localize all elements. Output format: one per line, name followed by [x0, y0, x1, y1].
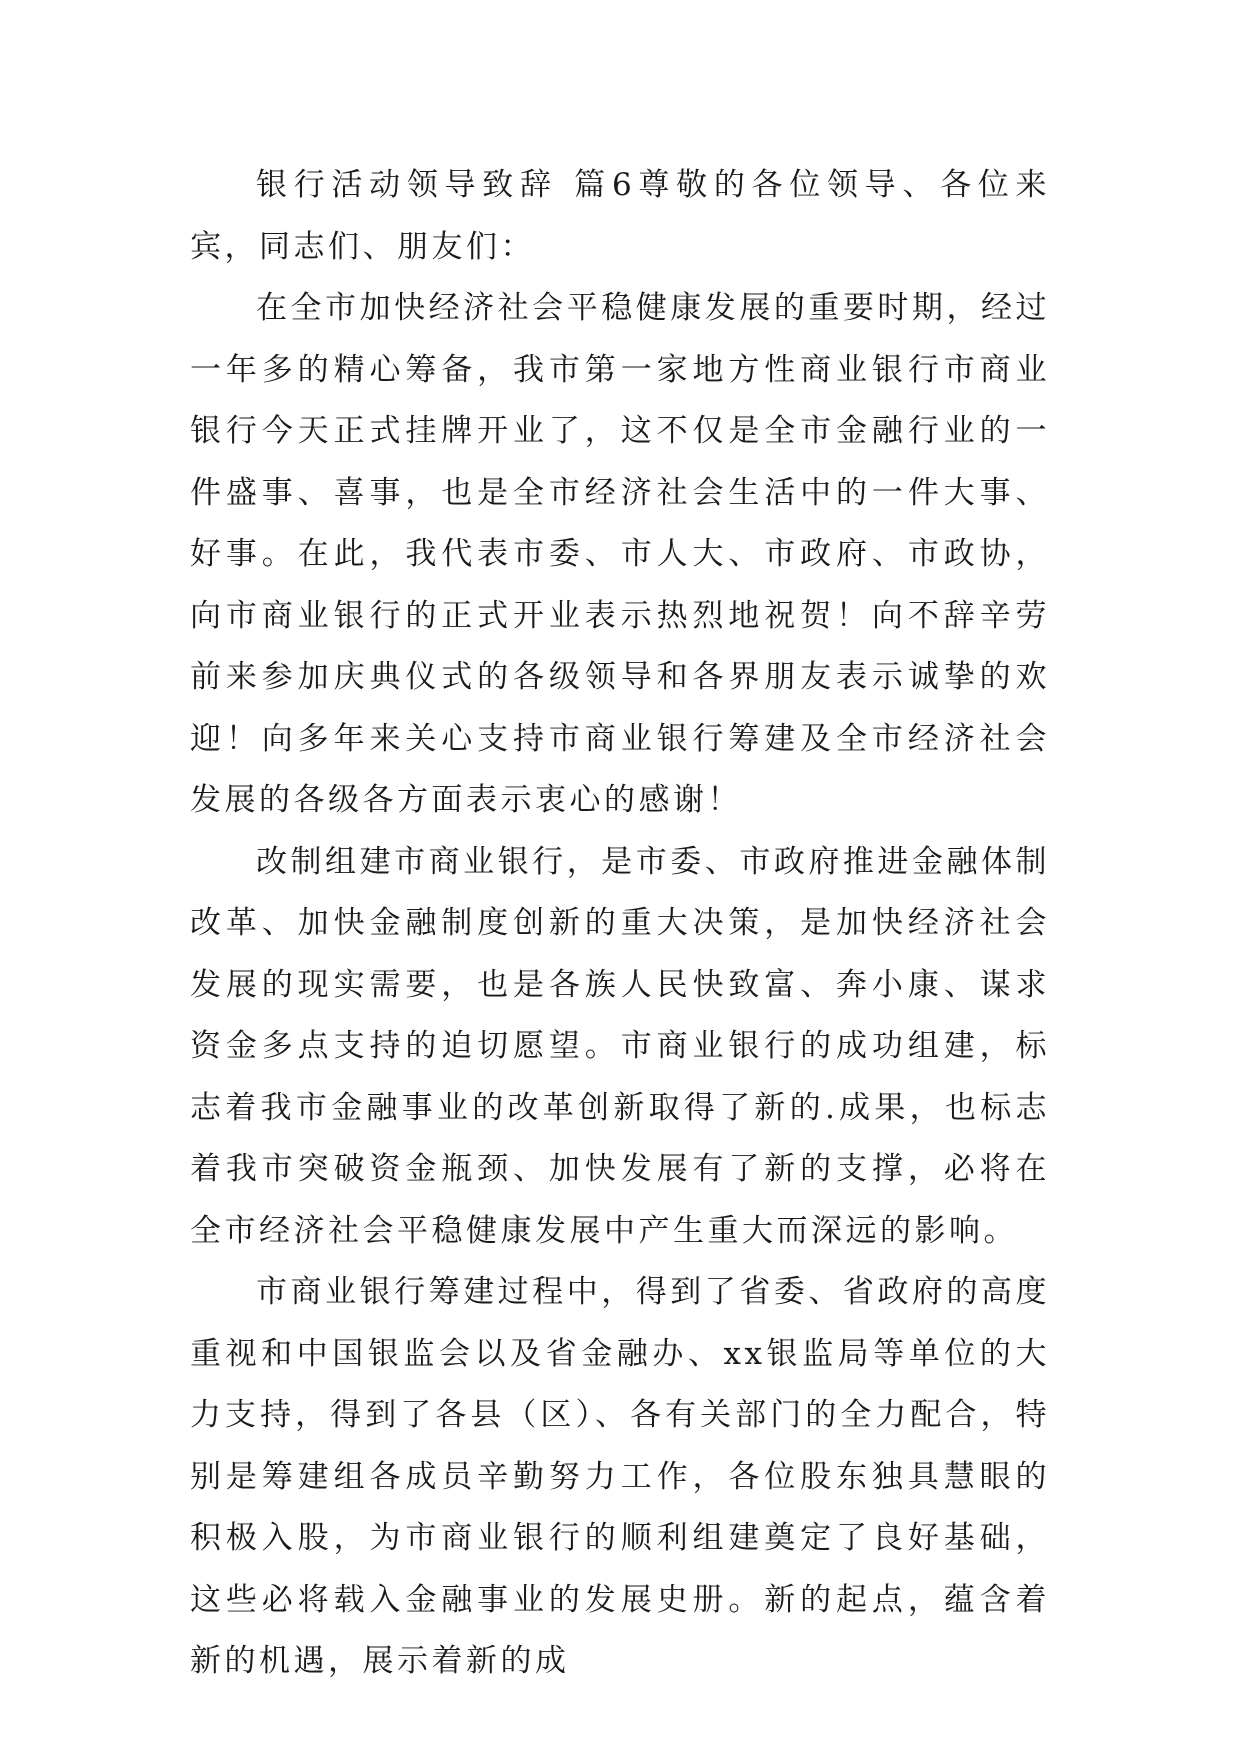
paragraph-opening: 在全市加快经济社会平稳健康发展的重要时期，经过一年多的精心筹备，我市第一家地方性商业银行市商业银行今天正式挂牌开业了，这不仅是全市金融行业的一件盛事、喜事，也是全市经济社会生活中的一件大事、好事。在此，我代表市委、市人大、市政府、市政协，向市商业银行的正式开业表示热烈地祝贺！向不辞辛劳前来参加庆典仪式的各级领导和各界朋友表示诚挚的欢迎！向多年来关心支持市商业银行筹建及全市经济社会发展的各级各方面表示衷心的感谢！	[190, 290, 1050, 818]
document-body	[190, 155, 1050, 1693]
paragraph-acknowledgement: 市商业银行筹建过程中，得到了省委、省政府的高度重视和中国银监会以及省金融办、xx银监局等单位的大力支持，得到了各县（区）、各有关部门的全力配合，特别是筹建组各成员辛勤努力工作，各位股东独具慧眼的积极入股，为市商业银行的顺利组建奠定了良好基础，这些必将载入金融事业的发展史册。新的起点，蕴含着新的机遇，展示着新的成	[190, 1274, 1050, 1679]
paragraph-greeting: 银行活动领导致辞 篇6尊敬的各位领导、各位来宾，同志们、朋友们：	[190, 167, 1050, 265]
paragraph-significance: 改制组建市商业银行，是市委、市政府推进金融体制改革、加快金融制度创新的重大决策，是加快经济社会发展的现实需要，也是各族人民快致富、奔小康、谋求资金多点支持的迫切愿望。市商业银行的成功组建，标志着我市金融事业的改革创新取得了新的.成果，也标志着我市突破资金瓶颈、加快发展有了新的支撑，必将在全市经济社会平稳健康发展中产生重大而深远的影响。	[190, 843, 1050, 1249]
